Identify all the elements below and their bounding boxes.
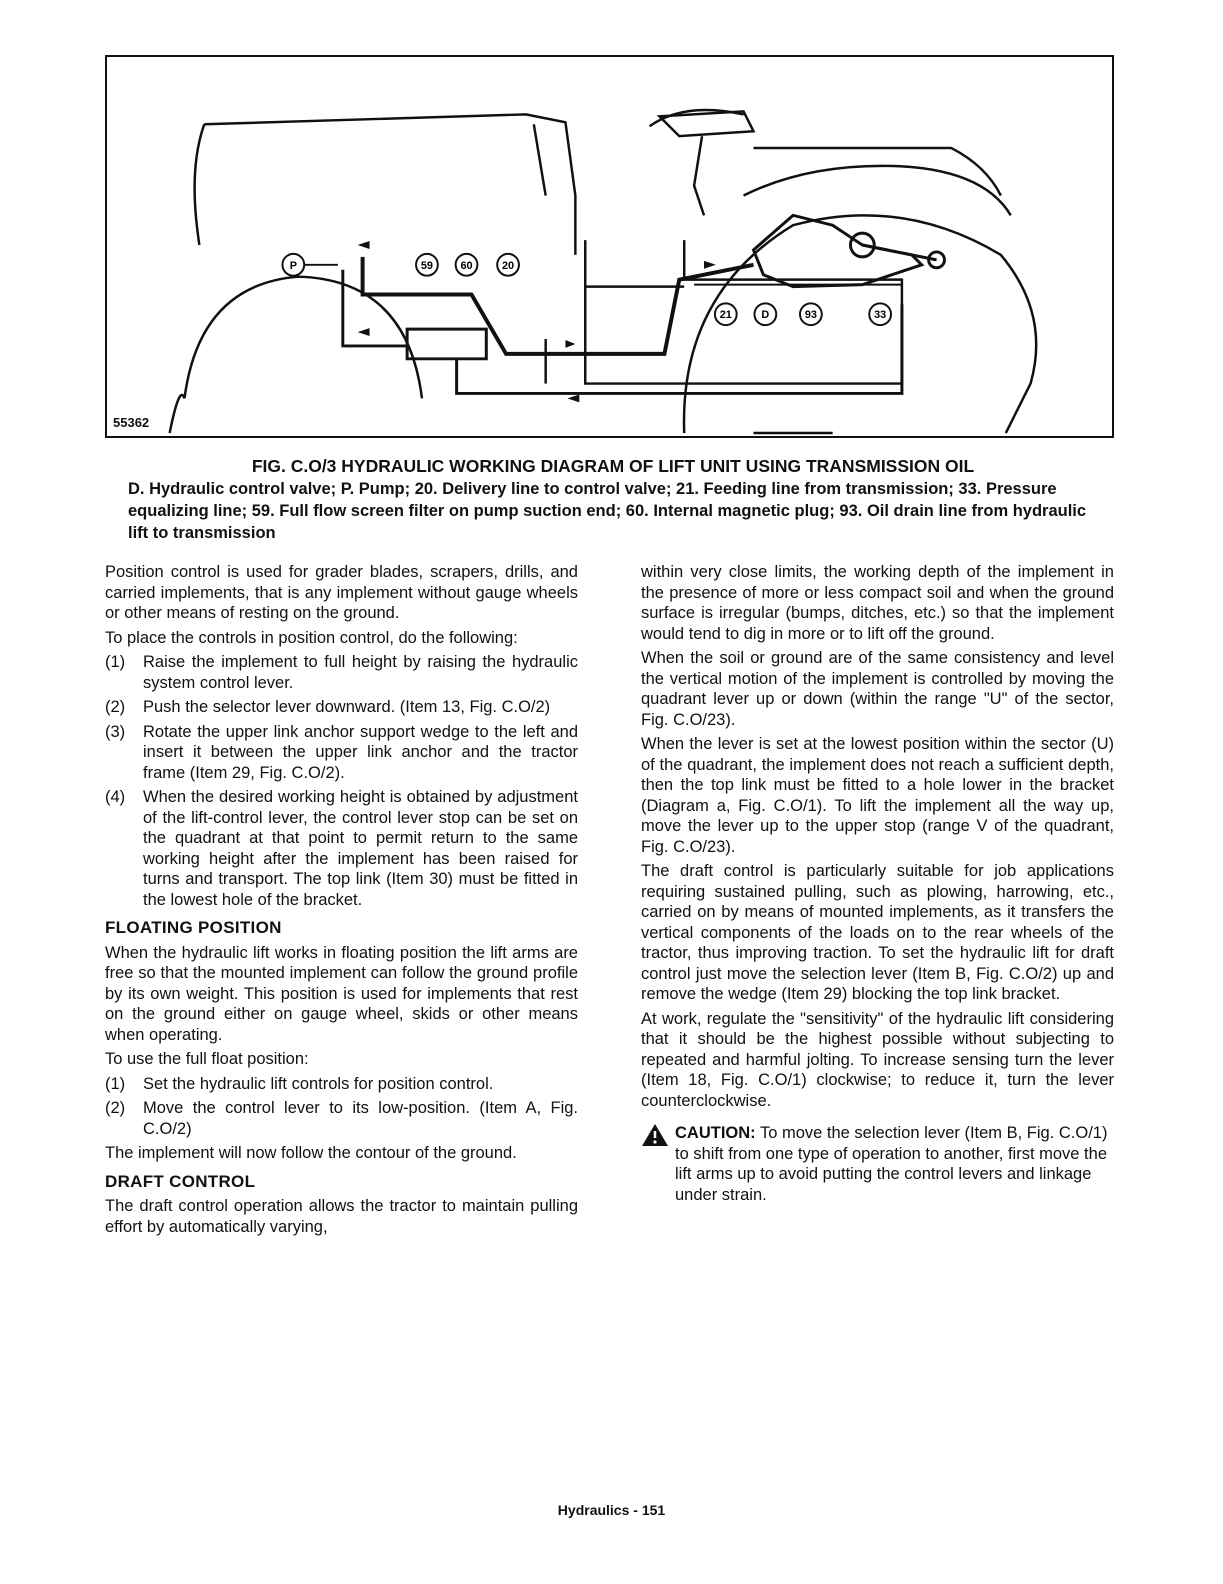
paragraph: When the hydraulic lift works in floating position the lift arms are free so that the mounted implement can follow the ground profile by its own weight. This position is used for implements that rest on the ground either on gauge wheel, skids or other means when operating. [105,943,578,1044]
step-text: Push the selector lever downward. (Item 13, Fig. C.O/2) [143,698,551,716]
caution-text: To move the selection lever (Item B, Fig. C.O/1) to shift from one type of operation to another, first move the lift arms up to avoid putting the control levers and linkage under strain. [675,1124,1108,1204]
page-footer: Hydraulics - 151 [557,1502,666,1518]
paragraph: The implement will now follow the contour of the ground. [105,1144,517,1162]
step-text: Move the control lever to its low-position. (Item A, Fig. C.O/2) [143,1099,578,1138]
warning-triangle-icon [641,1123,675,1205]
paragraph: Position control is used for grader blades, scrapers, drills, and carried implements, that is any implement without gauge wheels or other means of resting on the ground. [105,563,578,622]
section-heading-floating: FLOATING POSITION [105,918,282,937]
list-item [105,697,578,718]
step-number: (3) [105,722,126,741]
step-text: Set the hydraulic lift controls for position control. [143,1074,494,1093]
paragraph: To use the full float position: [105,1050,309,1068]
paragraph: When the lever is set at the lowest position within the sector (U) of the quadrant, the implement does not reach a sufficient depth, then the top link must be fitted to a hole lower in the bracket (Diagram a, Fig. C.O/1). To lift the implement all the way up, move the lever up to the upper stop (range V of the quadrant, Fig. C.O/23). [641,735,1114,856]
step-number: (2) [105,1099,126,1117]
callout-60 [456,254,478,276]
paragraph: At work, regulate the "sensitivity" of the hydraulic lift considering that it should be the highest possible without subjecting to repeated and harmful jolting. To increase sensing turn the lever (Item 18, Fig. C.O/1) clockwise; to reduce it, turn the lever counterclockwise. [641,1009,1114,1110]
paragraph: within very close limits, the working depth of the implement in the presence of more or less compact soil and when the ground surface is irregular (bumps, ditches, etc.) so that the implement would tend to dig in more or to lift off the ground. [641,563,1114,643]
step-number: (1) [105,653,126,671]
list-item [105,722,578,784]
list-item [105,787,578,910]
caption-body: D. Hydraulic control valve; P. Pump; 20. Delivery line to control valve; 21. Feeding line from transmission; 33. Pressure equalizing line; 59. Full flow screen filter on pump suction end; 60. Internal magnetic plug; 93. Oil drain line from hydraulic lift to transmission [128,480,1087,542]
callout-p [282,254,337,276]
figure-caption [128,455,1098,544]
callout-20 [497,254,519,276]
list-item [105,1098,578,1139]
caption-title: FIG. C.O/3 HYDRAULIC WORKING DIAGRAM OF LIFT UNIT USING TRANSMISSION OIL [251,456,975,476]
paragraph: The draft control operation allows the tractor to maintain pulling effort by automatically varying, [105,1197,578,1236]
section-heading-draft: DRAFT CONTROL [105,1171,256,1191]
callout-33 [869,303,891,325]
callout-59 [416,254,438,276]
hydraulic-diagram-figure [105,55,1114,438]
paragraph: When the soil or ground are of the same consistency and level the vertical motion of the implement is controlled by moving the quadrant lever up or down (within the range "U" of the sector, Fig. C.O/23). [641,649,1114,729]
callout-20-label: 20 [502,259,515,272]
caution-label: CAUTION: [675,1124,756,1142]
figure-number: 55362 [113,415,150,430]
step-number: (4) [105,788,126,806]
callout-59-label: 59 [420,259,433,272]
paragraph: The draft control is particularly suitable for job applications requiring sustained pulling, such as plowing, harrowing, etc., carried on by means of mounted implements, as it transfers the vertical components of the loads on to the rear wheels of the tractor, thus improving traction. To set the hydraulic lift for draft control just move the selection lever (Item B, Fig. C.O/2) up and remove the wedge (Item 29) blocking the top link bracket. [641,862,1114,1003]
callout-60-label: 60 [460,259,473,272]
list-item [105,652,578,693]
list-item [105,1074,578,1095]
right-column [641,562,1114,1205]
caution-note [641,1123,1114,1205]
callout-d [754,303,776,325]
callout-21 [715,303,737,325]
callout-33-label: 33 [874,309,887,322]
caution-content [675,1123,1114,1205]
step-text: When the desired working height is obtained by adjustment of the lift-control lever, the control lever stop can be set on the quadrant at that point to permit return to the same working height after the implement has been raised for turns and transport. The top link (Item 30) must be fitted in the lowest hole of the bracket. [143,788,578,909]
step-text: Rotate the upper link anchor support wedge to the left and insert it between the upper link anchor and the tractor frame (Item 29, Fig. C.O/2). [143,722,578,782]
callout-93 [800,303,822,325]
step-number: (1) [105,1074,126,1093]
step-text: Raise the implement to full height by raising the hydraulic system control lever. [143,653,578,692]
step-number: (2) [105,698,126,716]
callout-21-label: 21 [719,309,732,322]
callout-93-label: 93 [804,309,817,322]
paragraph: To place the controls in position control, do the following: [105,628,518,647]
callout-p-label: P [289,259,297,272]
tractor-hydraulic-diagram [107,57,1112,436]
callout-d-label: D [761,309,770,322]
left-column [105,562,578,1241]
